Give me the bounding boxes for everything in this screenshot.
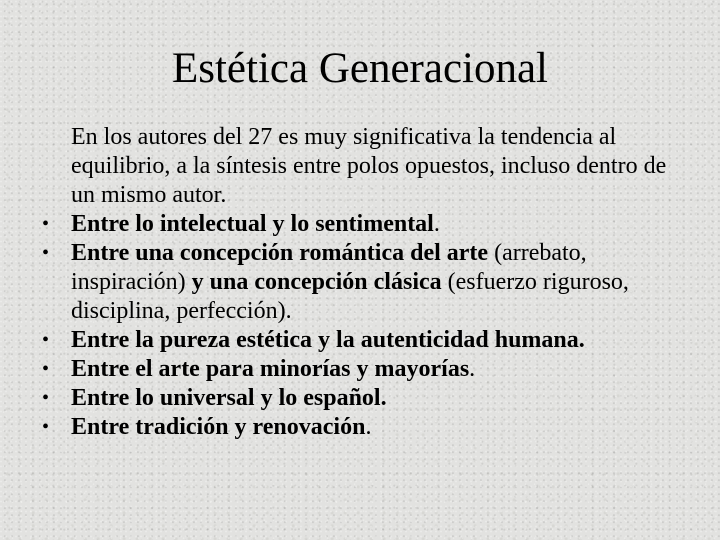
item-1-text: . [433, 211, 440, 237]
item-6-text: . [365, 414, 372, 440]
list-item-6 [42, 413, 692, 442]
intro-paragraph [42, 123, 692, 210]
bullet-icon: • [42, 213, 50, 235]
bullet-icon: • [42, 416, 50, 438]
item-3-bold: Entre la pureza estética y la autenticidad humana. [71, 327, 585, 353]
list-item-1 [42, 210, 692, 239]
bullet-icon: • [42, 329, 50, 351]
list-item-2 [42, 239, 692, 326]
bullet-icon: • [42, 387, 50, 409]
item-5-bold: Entre lo universal y lo español. [71, 385, 387, 411]
bullet-icon: • [42, 242, 50, 264]
list-item-4 [42, 355, 692, 384]
item-2-text-2: (esfuerzo riguroso, disciplina, perfección). [71, 269, 629, 324]
intro-text: En los autores del 27 es muy significativa la tendencia al equilibrio, a la síntesis entre polos opuestos, incluso dentro de un mismo autor. [71, 124, 667, 208]
bullet-icon: • [42, 358, 50, 380]
item-1-bold: Entre lo intelectual y lo sentimental [71, 211, 434, 237]
item-4-bold: Entre el arte para minorías y mayorías [71, 356, 470, 382]
item-4-text: . [469, 356, 476, 382]
list-item-3 [42, 326, 692, 355]
item-2-bold-1: Entre una concepción romántica del arte [71, 240, 489, 266]
slide-body [42, 123, 692, 442]
list-item-5 [42, 384, 692, 413]
slide-title: Estética Generacional [171, 45, 549, 92]
item-2-bold-2: y una concepción clásica [191, 269, 442, 295]
item-6-bold: Entre tradición y renovación [71, 414, 366, 440]
item-2-text-1: (arrebato, inspiración) [71, 240, 587, 295]
